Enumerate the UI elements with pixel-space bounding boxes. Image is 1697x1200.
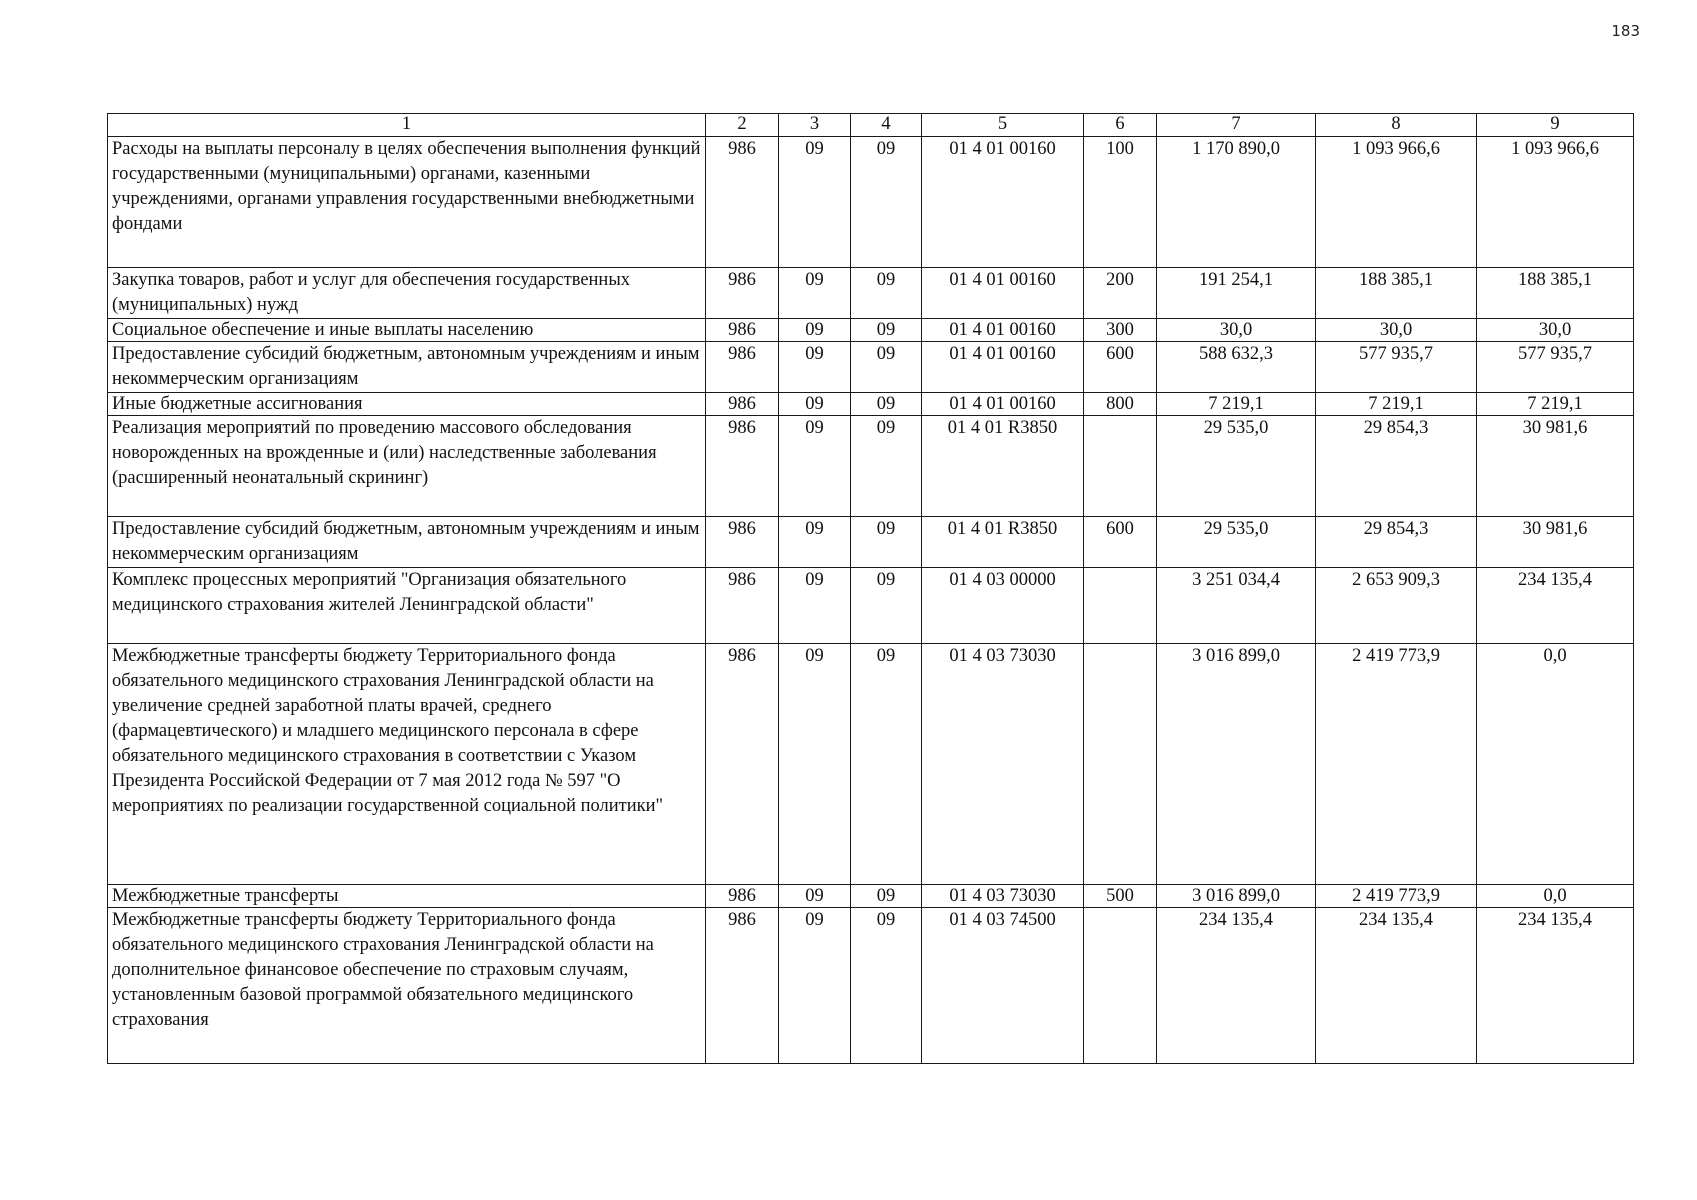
cell-vr: 300 [1084, 319, 1157, 342]
cell-amount-3: 1 093 966,6 [1477, 137, 1634, 268]
cell-vr: 800 [1084, 393, 1157, 416]
cell-amount-1: 30,0 [1157, 319, 1316, 342]
cell-amount-2: 7 219,1 [1316, 393, 1477, 416]
cell-rz: 09 [779, 393, 851, 416]
cell-amount-2: 2 419 773,9 [1316, 644, 1477, 885]
table-row [108, 342, 1634, 393]
cell-rz: 09 [779, 416, 851, 517]
cell-vr: 100 [1084, 137, 1157, 268]
cell-pr: 09 [851, 268, 922, 319]
cell-csr: 01 4 01 00160 [922, 342, 1084, 393]
cell-amount-2: 30,0 [1316, 319, 1477, 342]
cell-amount-3: 7 219,1 [1477, 393, 1634, 416]
cell-csr: 01 4 03 00000 [922, 568, 1084, 644]
cell-amount-1: 1 170 890,0 [1157, 137, 1316, 268]
table-row [108, 416, 1634, 517]
cell-rz: 09 [779, 908, 851, 1064]
cell-csr: 01 4 01 00160 [922, 268, 1084, 319]
cell-amount-1: 29 535,0 [1157, 517, 1316, 568]
cell-ved: 986 [706, 644, 779, 885]
cell-ved: 986 [706, 568, 779, 644]
row-name: Комплекс процессных мероприятий "Организация обязательного медицинского страхования жителей Ленинградской области" [108, 568, 706, 644]
cell-vr [1084, 416, 1157, 517]
cell-amount-1: 191 254,1 [1157, 268, 1316, 319]
column-header: 8 [1316, 114, 1477, 137]
column-header: 6 [1084, 114, 1157, 137]
table-row [108, 393, 1634, 416]
cell-amount-3: 577 935,7 [1477, 342, 1634, 393]
cell-amount-1: 234 135,4 [1157, 908, 1316, 1064]
cell-pr: 09 [851, 137, 922, 268]
cell-pr: 09 [851, 342, 922, 393]
budget-table [107, 113, 1634, 1064]
cell-ved: 986 [706, 517, 779, 568]
cell-ved: 986 [706, 908, 779, 1064]
cell-pr: 09 [851, 517, 922, 568]
table-row [108, 268, 1634, 319]
cell-rz: 09 [779, 644, 851, 885]
cell-amount-2: 188 385,1 [1316, 268, 1477, 319]
cell-amount-1: 3 251 034,4 [1157, 568, 1316, 644]
row-name: Реализация мероприятий по проведению массового обследования новорожденных на врожденные и (или) наследственные заболевания (расширенный неонатальный скрининг) [108, 416, 706, 517]
cell-csr: 01 4 03 74500 [922, 908, 1084, 1064]
cell-rz: 09 [779, 342, 851, 393]
cell-amount-3: 188 385,1 [1477, 268, 1634, 319]
cell-pr: 09 [851, 416, 922, 517]
table-row [108, 908, 1634, 1064]
cell-vr [1084, 568, 1157, 644]
cell-rz: 09 [779, 517, 851, 568]
cell-amount-3: 0,0 [1477, 885, 1634, 908]
cell-pr: 09 [851, 319, 922, 342]
cell-amount-3: 234 135,4 [1477, 568, 1634, 644]
cell-amount-2: 29 854,3 [1316, 416, 1477, 517]
cell-amount-3: 30 981,6 [1477, 517, 1634, 568]
cell-vr: 500 [1084, 885, 1157, 908]
cell-ved: 986 [706, 885, 779, 908]
row-name: Межбюджетные трансферты бюджету Территориального фонда обязательного медицинского страхования Ленинградской области на увеличение средней заработной платы врачей, среднего (фармацевтического) и младшего медицинского персонала в сфере обязательного медицинского страхования в соответствии с Указом Президента Российской Федерации от 7 мая 2012 года № 597 "О мероприятиях по реализации государственной социальной политики" [108, 644, 706, 885]
page-number: 183 [1611, 22, 1640, 40]
cell-ved: 986 [706, 137, 779, 268]
column-header: 7 [1157, 114, 1316, 137]
cell-ved: 986 [706, 342, 779, 393]
table-row [108, 319, 1634, 342]
column-header: 9 [1477, 114, 1634, 137]
cell-amount-1: 7 219,1 [1157, 393, 1316, 416]
row-name: Межбюджетные трансферты бюджету Территориального фонда обязательного медицинского страхования Ленинградской области на дополнительное финансовое обеспечение по страховым случаям, установленным базовой программой обязательного медицинского страхования [108, 908, 706, 1064]
cell-csr: 01 4 01 00160 [922, 137, 1084, 268]
cell-ved: 986 [706, 319, 779, 342]
cell-csr: 01 4 01 R3850 [922, 517, 1084, 568]
cell-pr: 09 [851, 885, 922, 908]
column-header: 3 [779, 114, 851, 137]
cell-csr: 01 4 01 R3850 [922, 416, 1084, 517]
cell-amount-1: 3 016 899,0 [1157, 644, 1316, 885]
row-name: Закупка товаров, работ и услуг для обеспечения государственных (муниципальных) нужд [108, 268, 706, 319]
cell-ved: 986 [706, 393, 779, 416]
table-row [108, 517, 1634, 568]
cell-csr: 01 4 01 00160 [922, 319, 1084, 342]
cell-rz: 09 [779, 137, 851, 268]
cell-amount-1: 29 535,0 [1157, 416, 1316, 517]
cell-amount-3: 234 135,4 [1477, 908, 1634, 1064]
cell-rz: 09 [779, 268, 851, 319]
cell-csr: 01 4 03 73030 [922, 644, 1084, 885]
row-name: Социальное обеспечение и иные выплаты населению [108, 319, 706, 342]
cell-pr: 09 [851, 393, 922, 416]
cell-csr: 01 4 03 73030 [922, 885, 1084, 908]
cell-amount-2: 2 653 909,3 [1316, 568, 1477, 644]
row-name: Иные бюджетные ассигнования [108, 393, 706, 416]
table-row [108, 644, 1634, 885]
cell-pr: 09 [851, 644, 922, 885]
cell-pr: 09 [851, 568, 922, 644]
cell-rz: 09 [779, 319, 851, 342]
table-row [108, 885, 1634, 908]
row-name: Предоставление субсидий бюджетным, автономным учреждениям и иным некоммерческим организациям [108, 517, 706, 568]
column-number-row [108, 114, 1634, 137]
table-row [108, 137, 1634, 268]
cell-ved: 986 [706, 416, 779, 517]
cell-pr: 09 [851, 908, 922, 1064]
column-header: 5 [922, 114, 1084, 137]
cell-amount-1: 3 016 899,0 [1157, 885, 1316, 908]
cell-amount-3: 30,0 [1477, 319, 1634, 342]
cell-vr: 600 [1084, 342, 1157, 393]
cell-amount-1: 588 632,3 [1157, 342, 1316, 393]
cell-vr: 600 [1084, 517, 1157, 568]
cell-amount-2: 2 419 773,9 [1316, 885, 1477, 908]
cell-amount-3: 0,0 [1477, 644, 1634, 885]
cell-rz: 09 [779, 885, 851, 908]
cell-vr [1084, 644, 1157, 885]
cell-csr: 01 4 01 00160 [922, 393, 1084, 416]
column-header: 2 [706, 114, 779, 137]
cell-amount-2: 234 135,4 [1316, 908, 1477, 1064]
cell-rz: 09 [779, 568, 851, 644]
cell-ved: 986 [706, 268, 779, 319]
column-header: 1 [108, 114, 706, 137]
cell-amount-2: 577 935,7 [1316, 342, 1477, 393]
row-name: Предоставление субсидий бюджетным, автономным учреждениям и иным некоммерческим организациям [108, 342, 706, 393]
row-name: Расходы на выплаты персоналу в целях обеспечения выполнения функций государственными (муниципальными) органами, казенными учреждениями, органами управления государственными внебюджетными фондами [108, 137, 706, 268]
row-name: Межбюджетные трансферты [108, 885, 706, 908]
cell-vr [1084, 908, 1157, 1064]
cell-amount-3: 30 981,6 [1477, 416, 1634, 517]
table-row [108, 568, 1634, 644]
column-header: 4 [851, 114, 922, 137]
cell-amount-2: 1 093 966,6 [1316, 137, 1477, 268]
cell-amount-2: 29 854,3 [1316, 517, 1477, 568]
cell-vr: 200 [1084, 268, 1157, 319]
